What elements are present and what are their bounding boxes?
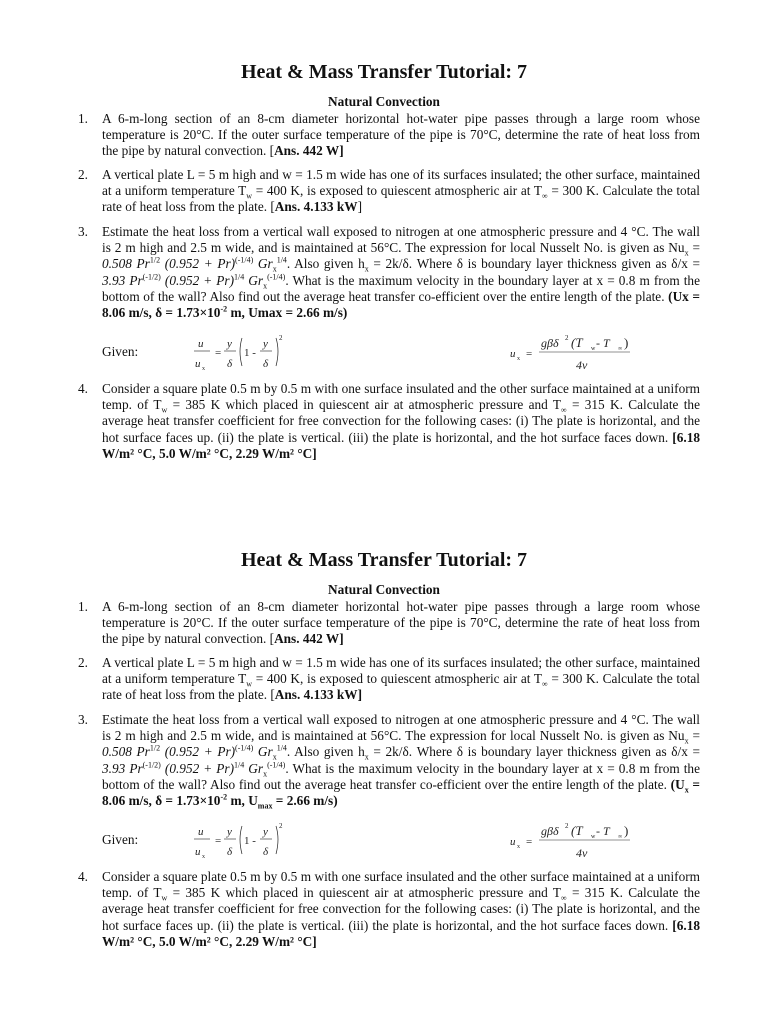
svg-text:x: x — [517, 356, 520, 362]
tutorial-sheet-2 — [0, 488, 768, 1024]
svg-text:u: u — [198, 338, 204, 350]
svg-text:x: x — [517, 844, 520, 850]
svg-text:u: u — [195, 846, 201, 858]
svg-text:w: w — [591, 834, 596, 840]
velocity-profile-equation — [190, 818, 290, 862]
svg-text:x: x — [202, 854, 205, 860]
svg-text:=: = — [526, 836, 533, 848]
question-text: Consider a square plate 0.5 m by 0.5 m with one surface insulated and the other surface maintained at a uniform temp. of $T_w = 385$ K which placed in quiescent air at atmospheric pressure and $T_\infty = 315$ K. Calculate the average heat transfer coefficient for free convection for the following cases: (i) The plate is horizontal, and the hot surface faces up. (ii) the plate is vertical. (iii) the plate is horizontal, and the hot surface faces down. [6.18 W/m² °C, 5.0 W/m² °C, 2.29 W/m² °C] — [102, 869, 700, 949]
svg-text:- T: - T — [596, 824, 610, 838]
svg-text:∞: ∞ — [618, 834, 623, 840]
velocity-profile-equation — [190, 330, 290, 374]
svg-text:1 -: 1 - — [244, 347, 256, 359]
question-4 — [78, 381, 700, 462]
svg-text:u: u — [510, 836, 516, 848]
section-subtitle: Natural Convection — [328, 94, 440, 109]
question-text: A 6-m-long section of an 8-cm diameter horizontal hot-water pipe passes through a large room whose temperature is 20°C. If the outer surface temperature of the pipe is 70°C, determine the rate of heat loss from the pipe by natural convection. [Ans. 442 W] — [102, 111, 700, 159]
svg-text:(T: (T — [571, 823, 583, 838]
answer: Ans. 4.133 kW — [274, 199, 358, 215]
page-title: Heat & Mass Transfer Tutorial: 7 — [240, 549, 528, 571]
question-3 — [78, 224, 700, 321]
answer: [6.18 W/m² °C, 5.0 W/m² °C, 2.29 W/m² °C] — [102, 429, 700, 461]
svg-text:4ν: 4ν — [576, 846, 588, 860]
question-number: 4. — [78, 869, 88, 884]
question-number: 3. — [78, 712, 88, 727]
question-4 — [78, 869, 700, 950]
svg-text:(T: (T — [571, 335, 583, 350]
answer: Ans. 442 W — [274, 631, 340, 647]
answer: ($U_x = 8.06$ m/s, $\delta = 1.73\times 10^{-2}$ m, $U_{max} = 2.66$ m/s) — [102, 776, 701, 811]
svg-text:w: w — [591, 346, 596, 352]
section-subtitle: Natural Convection — [328, 582, 440, 597]
svg-text:x: x — [202, 366, 205, 372]
question-number: 3. — [78, 224, 88, 239]
svg-text:gβδ: gβδ — [541, 336, 559, 350]
svg-text:∞: ∞ — [618, 346, 623, 352]
given-label: Given: — [102, 832, 139, 847]
svg-text:): ) — [624, 335, 629, 350]
svg-text:=: = — [526, 348, 533, 360]
svg-text:): ) — [624, 823, 629, 838]
given-label: Given: — [102, 344, 139, 359]
question-text: A vertical plate L = 5 m high and w = 1.5 m wide has one of its surfaces insulated; the other surface, maintained at a uniform temperature $T_w = 400$ K, is exposed to quiescent atmospheric air at $T_\infty = 300$ K. Calculate the total rate of heat loss from the plate. [Ans. 4.133 kW] — [102, 655, 700, 703]
svg-text:δ: δ — [263, 358, 269, 370]
svg-text:=: = — [215, 835, 222, 847]
svg-text:u: u — [195, 358, 201, 370]
svg-text:y: y — [227, 338, 232, 350]
svg-text:δ: δ — [227, 358, 233, 370]
svg-text:y: y — [263, 826, 268, 838]
question-1 — [78, 111, 700, 160]
question-1 — [78, 599, 700, 648]
question-number: 4. — [78, 381, 88, 396]
answer: (Ux = 8.06 m/s, $\delta = 1.73\times 10^{-2}$ m, Umax = 2.66 m/s) — [102, 288, 700, 321]
svg-text:- T: - T — [596, 336, 610, 350]
max-velocity-equation — [508, 330, 633, 374]
svg-text:u: u — [510, 348, 516, 360]
answer: Ans. 442 W — [274, 143, 340, 159]
max-velocity-equation — [508, 818, 633, 862]
question-text: Estimate the heat loss from a vertical wall exposed to nitrogen at one atmospheric pressure and 4 °C. The wall is 2 m high and 2.5 m wide, and is maintained at 56°C. The expression for local Nusselt No. is given as $Nu_x = 0.508$ $Pr^{1/2}$ $(0.952 + Pr)^{(-1/4)}$ $Gr_x^{1/4}$. Also given $h_x = 2k/\delta$. Where δ is boundary layer thickness given as δ/x = 3.93 $Pr^{(-1/2)}$ $(0.952 + Pr)^{1/4}$ $Gr_x^{(-1/4)}$. What is the maximum velocity in the boundary layer at x = 0.8 m from the bottom of the wall? Also find out the average heat transfer co-efficient over the entire length of the plate. (Ux = 8.06 m/s, $\delta = 1.73\times 10^{-2}$ m, Umax = 2.66 m/s) — [102, 224, 700, 321]
page-title: Heat & Mass Transfer Tutorial: 7 — [240, 61, 528, 83]
svg-text:δ: δ — [263, 846, 269, 858]
svg-text:2: 2 — [279, 822, 283, 830]
question-number: 2. — [78, 655, 88, 670]
question-text: Consider a square plate 0.5 m by 0.5 m with one surface insulated and the other surface maintained at a uniform temp. of $T_w = 385$ K which placed in quiescent air at atmospheric pressure and $T_\infty = 315$ K. Calculate the average heat transfer coefficient for free convection for the following cases: (i) The plate is horizontal, and the hot surface faces up. (ii) the plate is vertical. (iii) the plate is horizontal, and the hot surface faces down. [6.18 W/m² °C, 5.0 W/m² °C, 2.29 W/m² °C] — [102, 381, 700, 461]
svg-text:2: 2 — [565, 822, 569, 830]
answer: Ans. 4.133 kW — [274, 687, 358, 703]
question-number: 1. — [78, 599, 88, 614]
svg-text:y: y — [227, 826, 232, 838]
question-2 — [78, 167, 700, 216]
question-number: 1. — [78, 111, 88, 126]
svg-text:=: = — [215, 347, 222, 359]
svg-text:y: y — [263, 338, 268, 350]
svg-text:2: 2 — [565, 334, 569, 342]
answer: [6.18 W/m² °C, 5.0 W/m² °C, 2.29 W/m² °C] — [102, 917, 700, 949]
question-text: A 6-m-long section of an 8-cm diameter horizontal hot-water pipe passes through a large room whose temperature is 20°C. If the outer surface temperature of the pipe is 70°C, determine the rate of heat loss from the pipe by natural convection. [Ans. 442 W] — [102, 599, 700, 647]
question-2 — [78, 655, 700, 704]
svg-text:δ: δ — [227, 846, 233, 858]
svg-text:2: 2 — [279, 334, 283, 342]
svg-text:1 -: 1 - — [244, 835, 256, 847]
question-text: A vertical plate L = 5 m high and w = 1.5 m wide has one of its surfaces insulated; the other surface, maintained at a uniform temperature $T_w = 400$ K, is exposed to quiescent atmospheric air at $T_\infty = 300$ K. Calculate the total rate of heat loss from the plate. [Ans. 4.133 kW] — [102, 167, 700, 215]
svg-text:4ν: 4ν — [576, 358, 588, 372]
svg-text:u: u — [198, 826, 204, 838]
question-text: Estimate the heat loss from a vertical wall exposed to nitrogen at one atmospheric pressure and 4 °C. The wall is 2 m high and 2.5 m wide, and is maintained at 56°C. The expression for local Nusselt No. is given as $Nu_x = 0.508$ $Pr^{1/2}$ $(0.952 + Pr)^{(-1/4)}$ $Gr_x^{1/4}$. Also given $h_x = 2k/\delta$. Where δ is boundary layer thickness given as δ/x = 3.93 $Pr^{(-1/2)}$ $(0.952 + Pr)^{1/4}$ $Gr_x^{(-1/4)}$. What is the maximum velocity in the boundary layer at x = 0.8 m from the bottom of the wall? Also find out the average heat transfer co-efficient over the entire length of the plate. ($U_x = 8.06$ m/s, $\delta = 1.73\times 10^{-2}$ m, $U_{max} = 2.66$ m/s) — [102, 712, 701, 811]
question-number: 2. — [78, 167, 88, 182]
question-3 — [78, 712, 700, 809]
svg-text:gβδ: gβδ — [541, 824, 559, 838]
